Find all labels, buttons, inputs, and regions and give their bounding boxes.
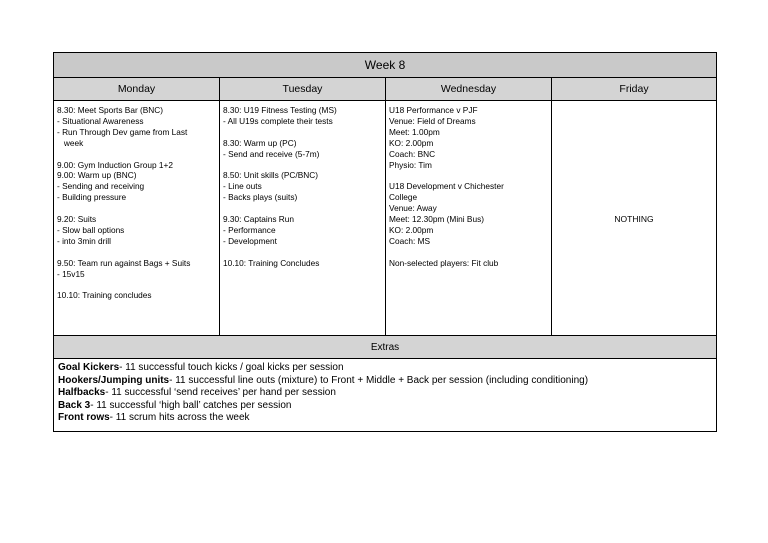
- schedule-line: Venue: Away: [389, 203, 437, 214]
- spacer: [57, 279, 216, 290]
- schedule-line: 9.30: Captains Run: [223, 214, 295, 225]
- schedule-line: KO: 2.00pm: [389, 224, 434, 235]
- schedule-line: College: [389, 192, 418, 203]
- spacer: [389, 247, 548, 258]
- extras-item-label: Front rows: [58, 412, 110, 424]
- extras-item-text: - 11 scrum hits across the week: [109, 412, 250, 424]
- spacer: [223, 203, 382, 214]
- schedule-line: - Line outs: [223, 181, 262, 192]
- monday-cell: [54, 101, 220, 336]
- schedule-line: - Situational Awareness: [57, 115, 144, 126]
- day-header-wednesday: Wednesday: [386, 78, 552, 101]
- spacer: [389, 170, 548, 181]
- schedule-line: - Development: [223, 235, 277, 246]
- schedule-line: Meet: 12.30pm (Mini Bus): [389, 214, 484, 225]
- spacer: [223, 127, 382, 138]
- schedule-line: - Sending and receiving: [57, 181, 145, 192]
- schedule-line: U18 Development v Chichester: [389, 181, 504, 192]
- schedule-line: - Run Through Dev game from Last: [57, 126, 188, 137]
- schedule-line: Coach: MS: [389, 235, 431, 246]
- extras-item-label: Back 3: [58, 399, 91, 411]
- schedule-line: - into 3min drill: [57, 235, 111, 246]
- schedule-line: 8.30: Warm up (PC): [223, 137, 297, 148]
- extras-item: [58, 412, 712, 425]
- schedule-line: 10.10: Training concludes: [57, 290, 152, 301]
- spacer: [57, 149, 216, 160]
- schedule-line: Venue: Field of Dreams: [389, 115, 476, 126]
- extras-item-text: - 11 successful touch kicks / goal kicks per session: [119, 362, 344, 373]
- schedule-line: 9.20: Suits: [57, 214, 97, 225]
- schedule-line: - Backs plays (suits): [223, 192, 298, 203]
- extras-item: [58, 400, 712, 413]
- schedule-line: 9.50: Team run against Bags + Suits: [57, 257, 191, 268]
- tuesday-cell: [220, 101, 386, 336]
- day-header-friday: Friday: [552, 78, 717, 101]
- extras-item-text: - 11 successful ‘high ball’ catches per session: [90, 399, 292, 411]
- spacer: [57, 203, 216, 214]
- schedule-line: 8.30: U19 Fitness Testing (MS): [223, 105, 337, 115]
- extras-list: [54, 359, 717, 432]
- weekly-schedule-table: [53, 52, 717, 432]
- schedule-line: Physio: Tim: [389, 159, 432, 170]
- schedule-line: - Slow ball options: [57, 224, 125, 235]
- day-header-tuesday: Tuesday: [220, 78, 386, 101]
- schedule-line: 9.00: Gym Induction Group 1+2: [57, 159, 173, 170]
- schedule-line: U18 Performance v PJF: [389, 105, 478, 115]
- schedule-line: KO: 2.00pm: [389, 137, 434, 148]
- schedule-line: - 15v15: [57, 268, 85, 279]
- schedule-line: - All U19s complete their tests: [223, 115, 333, 126]
- extras-item-label: Halfbacks: [58, 387, 106, 399]
- spacer: [57, 247, 216, 258]
- schedule-line: Coach: BNC: [389, 148, 436, 159]
- spacer: [223, 247, 382, 258]
- extras-item-label: Hookers/Jumping units: [58, 374, 170, 386]
- schedule-line: - Send and receive (5-7m): [223, 148, 320, 159]
- extras-item: [58, 387, 712, 400]
- day-header-row: [54, 78, 717, 101]
- week-title: Week 8: [54, 53, 717, 78]
- wednesday-cell: [386, 101, 552, 336]
- friday-cell: NOTHING: [552, 101, 717, 336]
- schedule-line: 10.10: Training Concludes: [223, 257, 320, 268]
- extras-item-text: - 11 successful ‘send receives’ per hand per session: [105, 387, 336, 399]
- schedule-line: - Building pressure: [57, 192, 127, 203]
- schedule-line: week: [57, 137, 84, 148]
- schedule-line: Meet: 1.00pm: [389, 126, 440, 137]
- day-header-monday: Monday: [54, 78, 220, 101]
- extras-item: [58, 375, 712, 388]
- schedule-line: 8.50: Unit skills (PC/BNC): [223, 170, 318, 181]
- extras-heading: Extras: [54, 336, 717, 359]
- extras-item-text: - 11 successful line outs (mixture) to Front + Middle + Back per session (including conditioning): [169, 374, 589, 386]
- day-content-row: [54, 101, 717, 336]
- schedule-line: 9.00: Warm up (BNC): [57, 170, 137, 181]
- extras-item-label: Goal Kickers: [58, 362, 120, 373]
- schedule-line: Non-selected players: Fit club: [389, 257, 499, 268]
- spacer: [223, 160, 382, 171]
- extras-item: [58, 362, 712, 375]
- schedule-line: - Performance: [223, 224, 276, 235]
- schedule-line: 8.30: Meet Sports Bar (BNC): [57, 105, 164, 115]
